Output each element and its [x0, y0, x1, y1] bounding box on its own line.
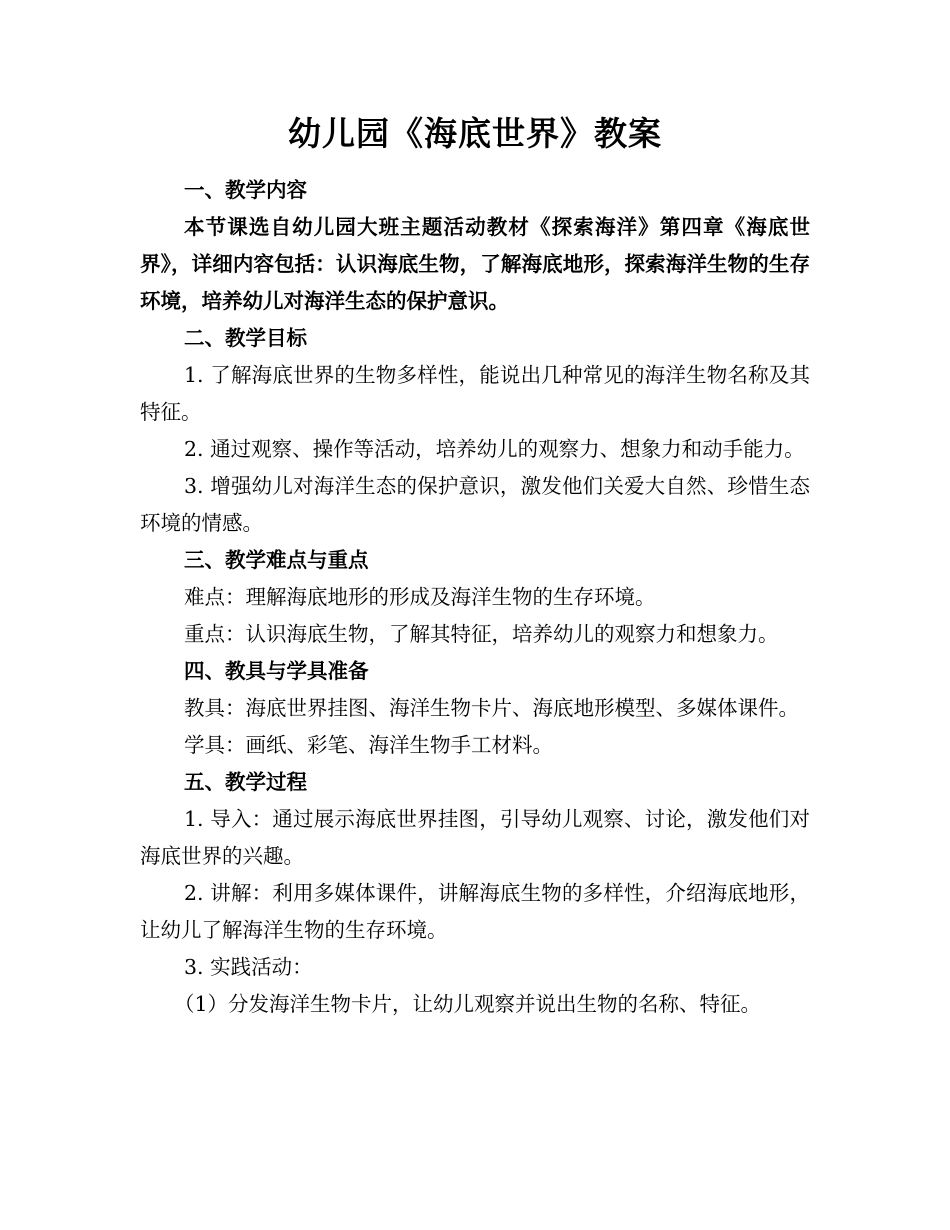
document-page	[140, 112, 810, 1023]
goal-item-1: 1. 了解海底世界的生物多样性，能说出几种常见的海洋生物名称及其特征。	[140, 363, 810, 424]
section-heading-difficulty: 三、教学难点与重点	[184, 548, 369, 572]
teacher-materials-text: 教具：海底世界挂图、海洋生物卡片、海底地形模型、多媒体课件。	[184, 696, 799, 720]
difficulty-text: 难点：理解海底地形的形成及海洋生物的生存环境。	[184, 585, 656, 609]
process-step-1: 1. 导入：通过展示海底世界挂图，引导幼儿观察、讨论，激发他们对海底世界的兴趣。	[140, 807, 810, 868]
section-heading-materials: 四、教具与学具准备	[184, 659, 369, 683]
section-heading-goals: 二、教学目标	[184, 326, 307, 350]
section-heading-content: 一、教学内容	[184, 178, 307, 202]
process-step-3: 3. 实践活动：	[184, 955, 313, 979]
student-materials-text: 学具：画纸、彩笔、海洋生物手工材料。	[184, 733, 553, 757]
goal-item-2: 2. 通过观察、操作等活动，培养幼儿的观察力、想象力和动手能力。	[184, 437, 805, 461]
process-step-2: 2. 讲解：利用多媒体课件，讲解海底生物的多样性，介绍海底地形，让幼儿了解海洋生物的生存环境。	[140, 881, 810, 942]
document-title: 幼儿园《海底世界》教案	[288, 114, 662, 153]
process-sub-step-1: （1）分发海洋生物卡片，让幼儿观察并说出生物的名称、特征。	[174, 992, 762, 1016]
content-paragraph: 本节课选自幼儿园大班主题活动教材《探索海洋》第四章《海底世界》，详细内容包括：认识海底生物，了解海底地形，探索海洋生物的生存环境，培养幼儿对海洋生态的保护意识。	[140, 215, 810, 313]
key-point-text: 重点：认识海底生物，了解其特征，培养幼儿的观察力和想象力。	[184, 622, 779, 646]
goal-item-3: 3. 增强幼儿对海洋生态的保护意识，激发他们关爱大自然、珍惜生态环境的情感。	[140, 474, 810, 535]
section-heading-process: 五、教学过程	[184, 770, 307, 794]
